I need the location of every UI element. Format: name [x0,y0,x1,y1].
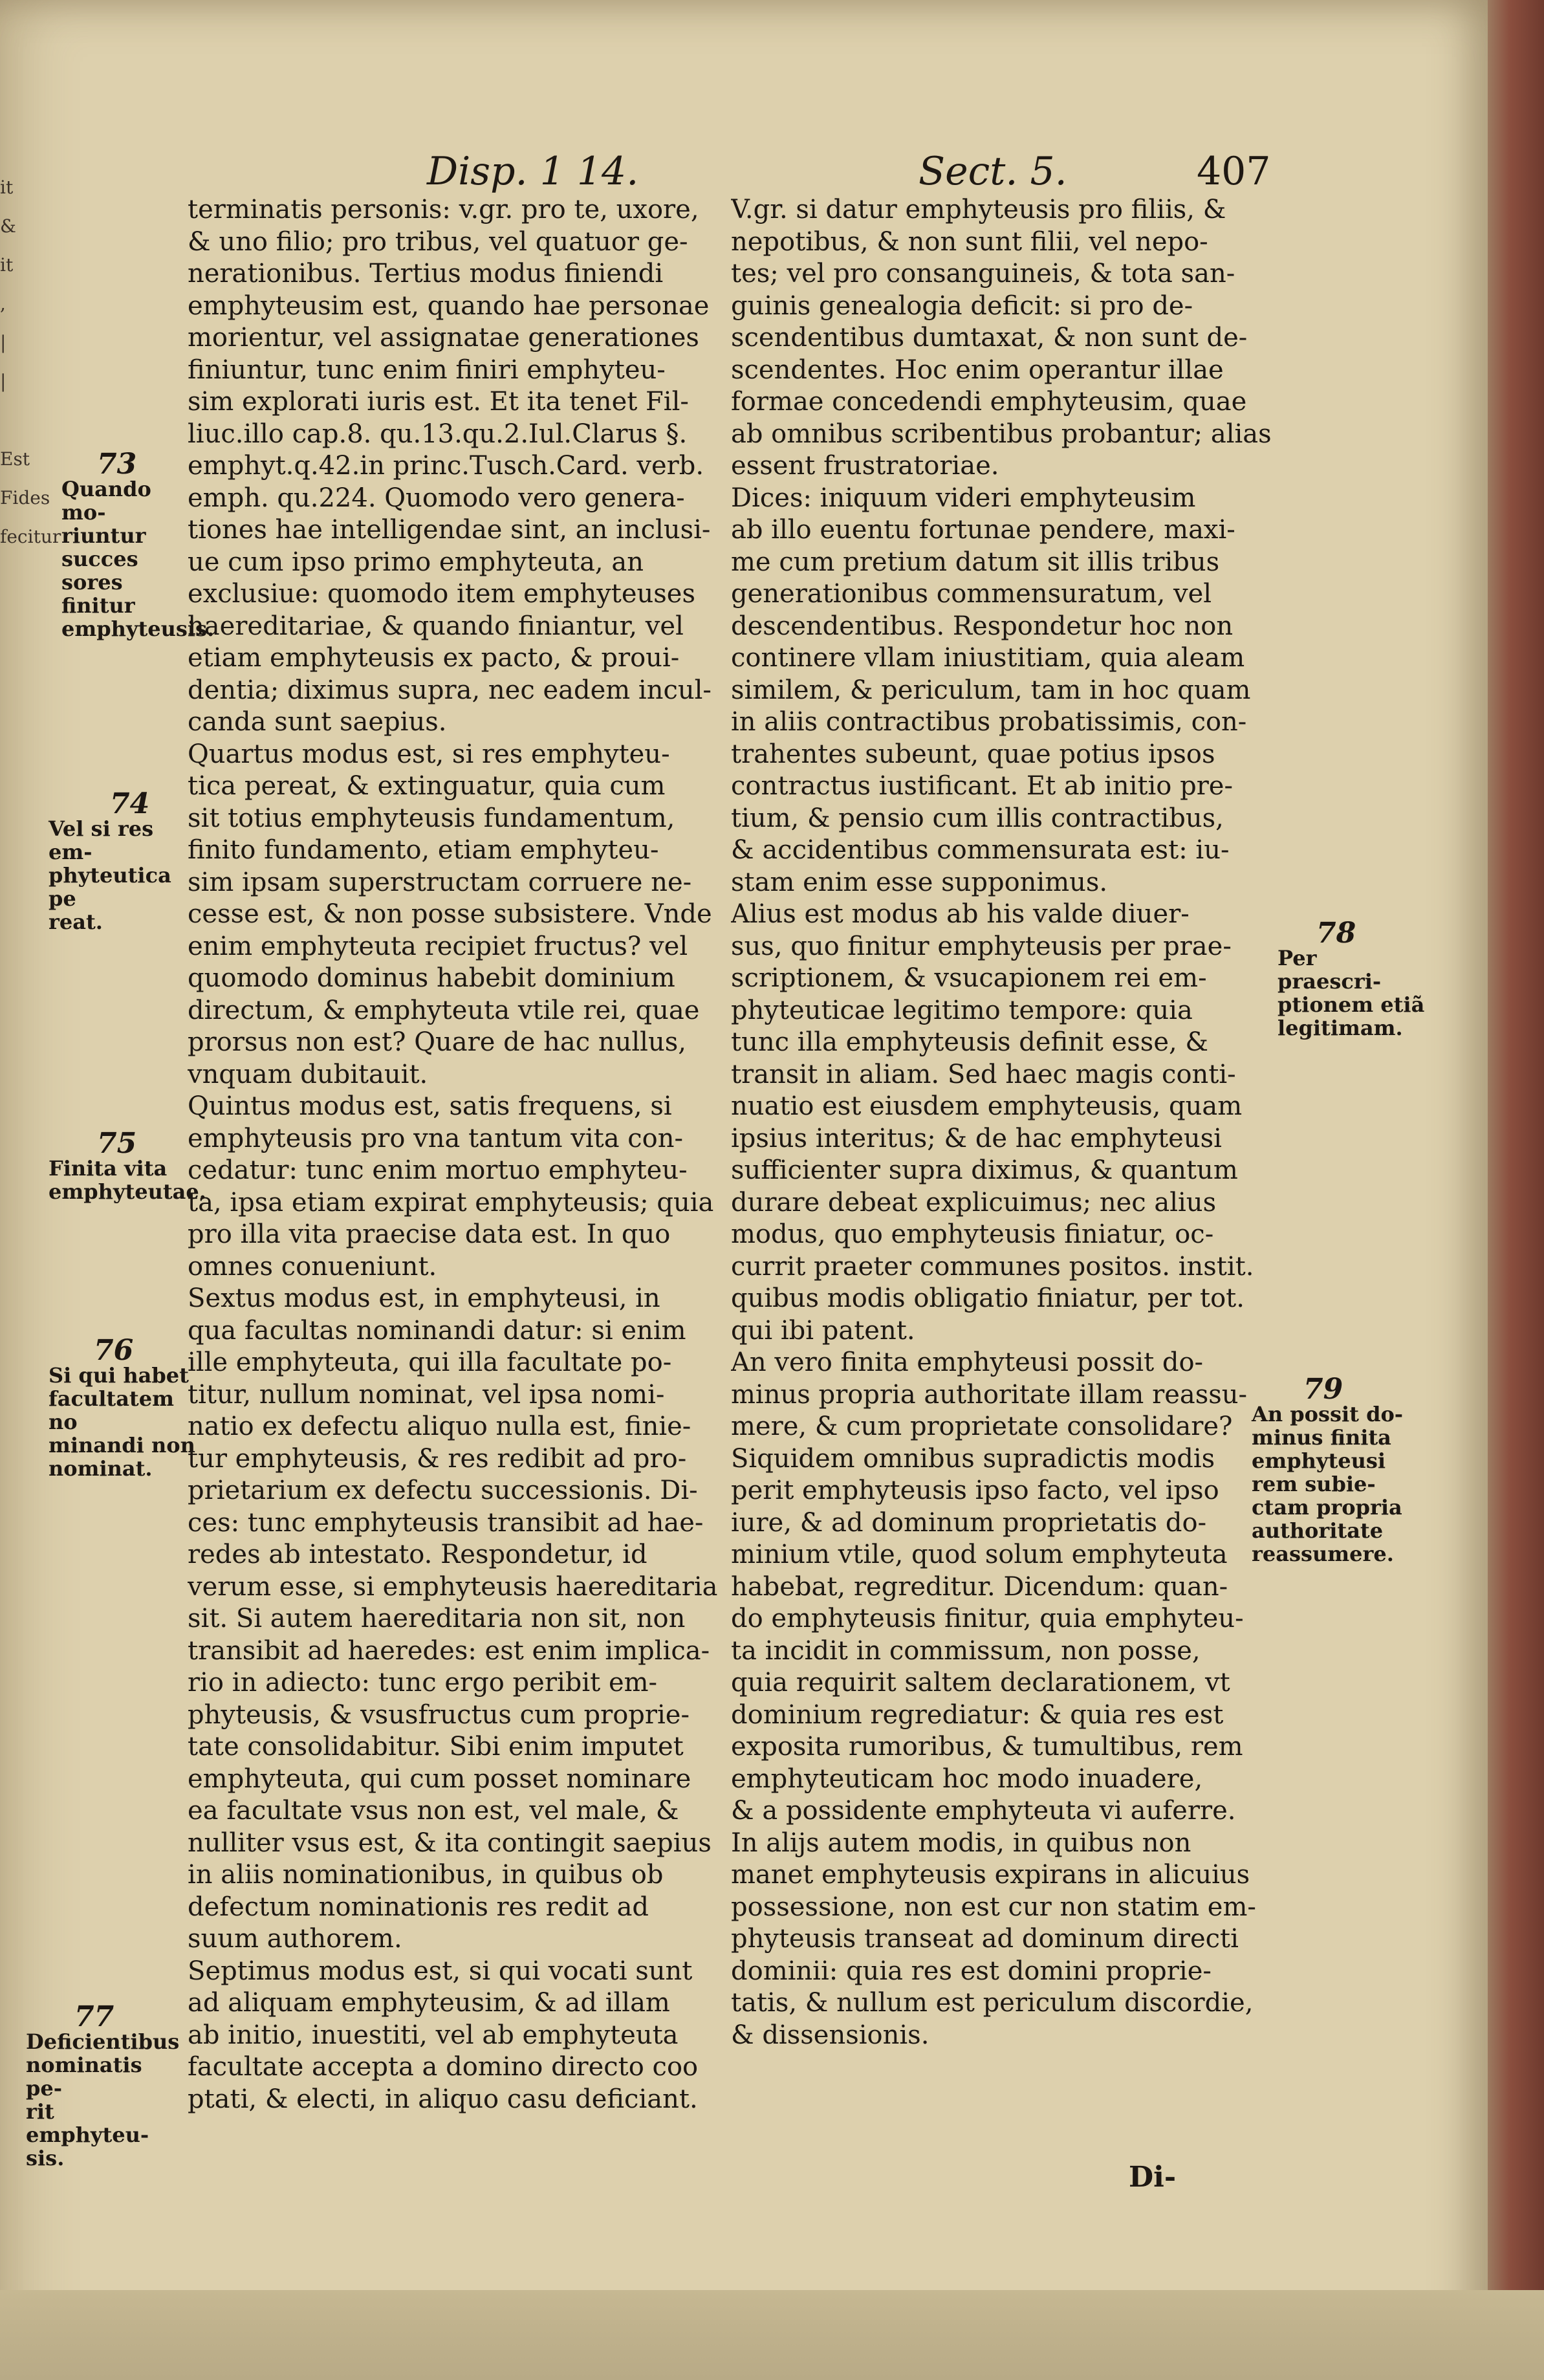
margin-note-78 [1278,917,1426,1040]
text-line: & accidentibus commensurata est: iu- [731,835,1230,865]
text-line: & dissensionis. [731,2020,930,2050]
margin-note-number: 78 [1316,917,1356,950]
text-line: in aliis contractibus probatissimis, con- [731,707,1247,737]
text-line: emphyteuta, qui cum posset nominare [188,1763,691,1794]
text-line: prorsus non est? Quare de hac nullus, [188,1027,686,1057]
text-line: me cum pretium datum sit illis tribus [731,547,1220,577]
text-line: manet emphyteusis expirans in alicuius [731,1860,1250,1890]
margin-note-number: 76 [94,1334,134,1367]
text-line: essent frustratoriae. [731,451,999,481]
text-line: stam enim esse supponimus. [731,867,1108,897]
text-line: ces: tunc emphyteusis transibit ad hae- [188,1507,704,1538]
text-line: tica pereat, & extinguatur, quia cum [188,771,666,801]
text-line: ta incidit in commissum, non posse, [731,1635,1201,1666]
text-line: etiam emphyteusis ex pacto, & proui- [188,643,680,673]
text-line: ea facultate vsus non est, vel male, & [188,1796,679,1826]
text-line: liuc.illo cap.8. qu.13.qu.2.Iul.Clarus §. [188,419,688,449]
text-line: enim emphyteuta recipiet fructus? vel [188,931,688,961]
text-line: emphyteuticam hoc modo inuadere, [731,1763,1203,1794]
text-line: tiones hae intelligendae sint, an inclusi- [188,515,711,545]
text-line: omnes conueniunt. [188,1251,437,1282]
page-number: 407 [1197,149,1271,194]
text-line: tium, & pensio cum illis contractibus, [731,803,1224,833]
text-line: ab illo euentu fortunae pendere, maxi- [731,515,1235,545]
text-line: ta, ipsa etiam expirat emphyteusis; quia [188,1187,714,1217]
text-line: facultate accepta a domino directo coo [188,2052,699,2082]
text-line: scriptionem, & vsucapionem rei em- [731,963,1207,993]
text-line: sit. Si autem haereditaria non sit, non [188,1604,686,1633]
text-line: ad aliquam emphyteusim, & ad illam [188,1988,670,2018]
text-line: transit in aliam. Sed haec magis conti- [731,1059,1236,1089]
text-line: In alijs autem modis, in quibus non [731,1828,1191,1858]
text-line: sim ipsam superstructam corruere ne- [188,867,692,897]
text-line: haereditariae, & quando finiantur, vel [188,611,684,641]
text-line: minium vtile, quod solum emphyteuta [731,1540,1228,1569]
text-line: canda sunt saepius. [188,707,447,737]
margin-note-text: Deficientibus nominatis pe- rit emphyteu- sis. [26,2029,180,2170]
text-line: generationibus commensuratum, vel [731,579,1212,609]
margin-note-text: Quando mo- riuntur succes sores finitur emphyteusis. [61,477,215,641]
page-bottom-shadow [0,2290,1544,2380]
text-line: tate consolidabitur. Sibi enim imputet [188,1732,684,1762]
text-line: pro illa vita praecise data est. In quo [188,1219,671,1249]
text-line: habebat, regreditur. Dicendum: quan- [731,1571,1228,1602]
text-line: qua facultas nominandi datur: si enim [188,1315,686,1346]
text-line: sit totius emphyteusis fundamentum, [188,803,675,833]
text-line: Sextus modus est, in emphyteusi, in [188,1283,660,1313]
text-line: tur emphyteusis, & res redibit ad pro- [188,1443,687,1474]
text-line: trahentes subeunt, quae potius ipsos [731,739,1215,769]
text-line: sus, quo finitur emphyteusis per prae- [731,931,1232,961]
text-line: ab initio, inuestiti, vel ab emphyteuta [188,2020,679,2050]
text-line: emphyteusis pro vna tantum vita con- [188,1123,684,1153]
page-edge [1488,0,1544,2380]
text-line: tunc illa emphyteusis definit esse, & [731,1027,1209,1057]
margin-note-text: Vel si res em- phyteutica pe reat. [49,816,171,934]
text-line: modus, quo emphyteusis finiatur, oc- [731,1219,1214,1249]
text-line: mere, & cum proprietate consolidare? [731,1412,1233,1441]
text-line: scendentibus dumtaxat, & non sunt de- [731,323,1248,353]
text-line: morientur, vel assignatae generationes [188,323,699,353]
margin-note-number: 79 [1303,1373,1343,1406]
text-line: phyteusis, & vsusfructus cum proprie- [188,1699,690,1730]
text-line: iure, & ad dominum proprietatis do- [731,1507,1207,1538]
text-line: dentia; diximus supra, nec eadem incul- [188,675,712,705]
text-line: minus propria authoritate illam reassu- [731,1379,1248,1410]
text-line: verum esse, si emphyteusis haereditaria [188,1571,718,1602]
text-line: Siquidem omnibus supradictis modis [731,1443,1215,1474]
text-line: quia requirit saltem declarationem, vt [731,1668,1230,1698]
running-head-left: Disp. 1 14. [427,149,639,194]
text-line: vnquam dubitauit. [188,1059,428,1089]
text-line: & a possidente emphyteuta vi auferre. [731,1796,1236,1826]
running-head-right: Sect. 5. [919,149,1067,194]
text-line: An vero finita emphyteusi possit do- [731,1348,1204,1377]
text-line: currit praeter communes positos. instit. [731,1251,1254,1282]
text-line: finiuntur, tunc enim finiri emphyteu- [188,355,666,385]
text-line: redes ab intestato. Respondetur, id [188,1540,647,1569]
text-line: finito fundamento, etiam emphyteu- [188,835,659,865]
margin-note-79 [1252,1373,1407,1566]
text-line: rio in adiecto: tunc ergo peribit em- [188,1668,658,1698]
margin-note-number: 77 [74,2000,114,2033]
text-line: perit emphyteusis ipso facto, vel ipso [731,1476,1219,1505]
text-line: nepotibus, & non sunt filii, vel nepo- [731,226,1208,257]
text-line: in aliis nominationibus, in quibus ob [188,1860,664,1890]
text-line: cesse est, & non posse subsistere. Vnde [188,899,712,929]
text-line: guinis genealogia deficit: si pro de- [731,290,1193,321]
margin-note-text: Per praescri- ptionem etiã legitimam. [1278,946,1425,1040]
text-line: quibus modis obligatio finiatur, per tot. [731,1283,1245,1313]
margin-note-text: Si qui habet facultatem no minandi non nominat. [49,1363,195,1481]
text-line: contractus iustificant. Et ab initio pre- [731,771,1233,801]
text-line: quomodo dominus habebit dominium [188,963,675,993]
text-line: defectum nominationis res redit ad [188,1892,649,1922]
margin-note-73 [61,448,215,641]
margin-note-76 [49,1334,197,1481]
text-line: nuatio est eiusdem emphyteusis, quam [731,1091,1243,1121]
text-line: cedatur: tunc enim mortuo emphyteu- [188,1155,688,1185]
margin-note-number: 74 [110,787,150,820]
text-line: do emphyteusis finitur, quia emphyteu- [731,1604,1244,1633]
text-line: prietarium ex defectu successionis. Di- [188,1476,698,1505]
margin-note-77 [26,2000,181,2170]
text-line: Alius est modus ab his valde diuer- [731,899,1190,929]
text-line: Quintus modus est, satis frequens, si [188,1091,672,1121]
text-line: Dices: iniquum videri emphyteusim [731,483,1196,513]
text-line: phyteuticae legitimo tempore: quia [731,995,1193,1025]
text-line: ptati, & electi, in aliquo casu deficiant. [188,2084,698,2114]
text-line: Quartus modus est, si res emphyteu- [188,739,670,769]
text-line: nerationibus. Tertius modus finiendi [188,259,664,289]
text-line: descendentibus. Respondetur hoc non [731,611,1234,641]
text-line: formae concedendi emphyteusim, quae [731,387,1247,417]
text-line: Septimus modus est, si qui vocati sunt [188,1956,693,1986]
text-line: emphyteusim est, quando hae personae [188,290,710,321]
running-head [0,149,1488,201]
margin-note-number: 75 [97,1127,137,1160]
text-line: exposita rumoribus, & tumultibus, rem [731,1732,1243,1762]
right-text-column [731,194,1274,2051]
text-line: ab omnibus scribentibus probantur; alias [731,419,1272,449]
text-line: sufficienter supra diximus, & quantum [731,1155,1238,1185]
text-line: terminatis personis: v.gr. pro te, uxore, [188,195,699,224]
text-line: titur, nullum nominat, vel ipsa nomi- [188,1379,665,1410]
text-line: exclusiue: quomodo item emphyteuses [188,579,695,609]
text-line: durare debeat explicuimus; nec alius [731,1187,1217,1217]
text-line: transibit ad haeredes: est enim implica- [188,1635,710,1666]
text-line: V.gr. si datur emphyteusis pro filiis, & [731,195,1226,224]
left-text-column [188,194,731,2115]
text-line: emph. qu.224. Quomodo vero genera- [188,483,685,513]
text-line: possessione, non est cur non statim em- [731,1892,1256,1922]
text-line: directum, & emphyteuta vtile rei, quae [188,995,700,1025]
text-line: ue cum ipso primo emphyteuta, an [188,547,644,577]
margin-note-number: 73 [97,448,137,481]
text-line: tes; vel pro consanguineis, & tota san- [731,259,1235,289]
text-line: phyteusis transeat ad dominum directi [731,1924,1239,1954]
text-line: sim explorati iuris est. Et ita tenet Fil- [188,387,689,417]
margin-note-text: Finita vita emphyteutae. [49,1156,206,1204]
text-line: similem, & periculum, tam in hoc quam [731,675,1251,705]
margin-note-74 [49,787,197,934]
margin-note-text: An possit do- minus finita emphyteusi rem subie- ctam propria authoritate reassumere. [1252,1402,1404,1566]
catchword: Di- [1129,2161,1177,2194]
text-line: natio ex defectu aliquo nulla est, finie- [188,1412,691,1441]
text-line: emphyt.q.42.in princ.Tusch.Card. verb. [188,451,704,481]
text-line: scendentes. Hoc enim operantur illae [731,355,1224,385]
text-line: continere vllam iniustitiam, quia aleam [731,643,1245,673]
text-line: nulliter vsus est, & ita contingit saepius [188,1828,712,1858]
text-line: ipsius interitus; & de hac emphyteusi [731,1123,1222,1153]
text-line: & uno filio; pro tribus, vel quatuor ge- [188,226,688,257]
text-line: suum authorem. [188,1924,402,1954]
text-line: tatis, & nullum est periculum discordie, [731,1988,1254,2018]
text-line: dominium regrediatur: & quia res est [731,1699,1224,1730]
text-line: qui ibi patent. [731,1315,915,1346]
text-line: ille emphyteuta, qui illa facultate po- [188,1348,672,1377]
margin-note-75 [49,1127,206,1204]
bleed-through-fragments: it & it , | | Est Fides fecitur [0,177,61,547]
text-line: dominii: quia res est domini proprie- [731,1956,1212,1986]
